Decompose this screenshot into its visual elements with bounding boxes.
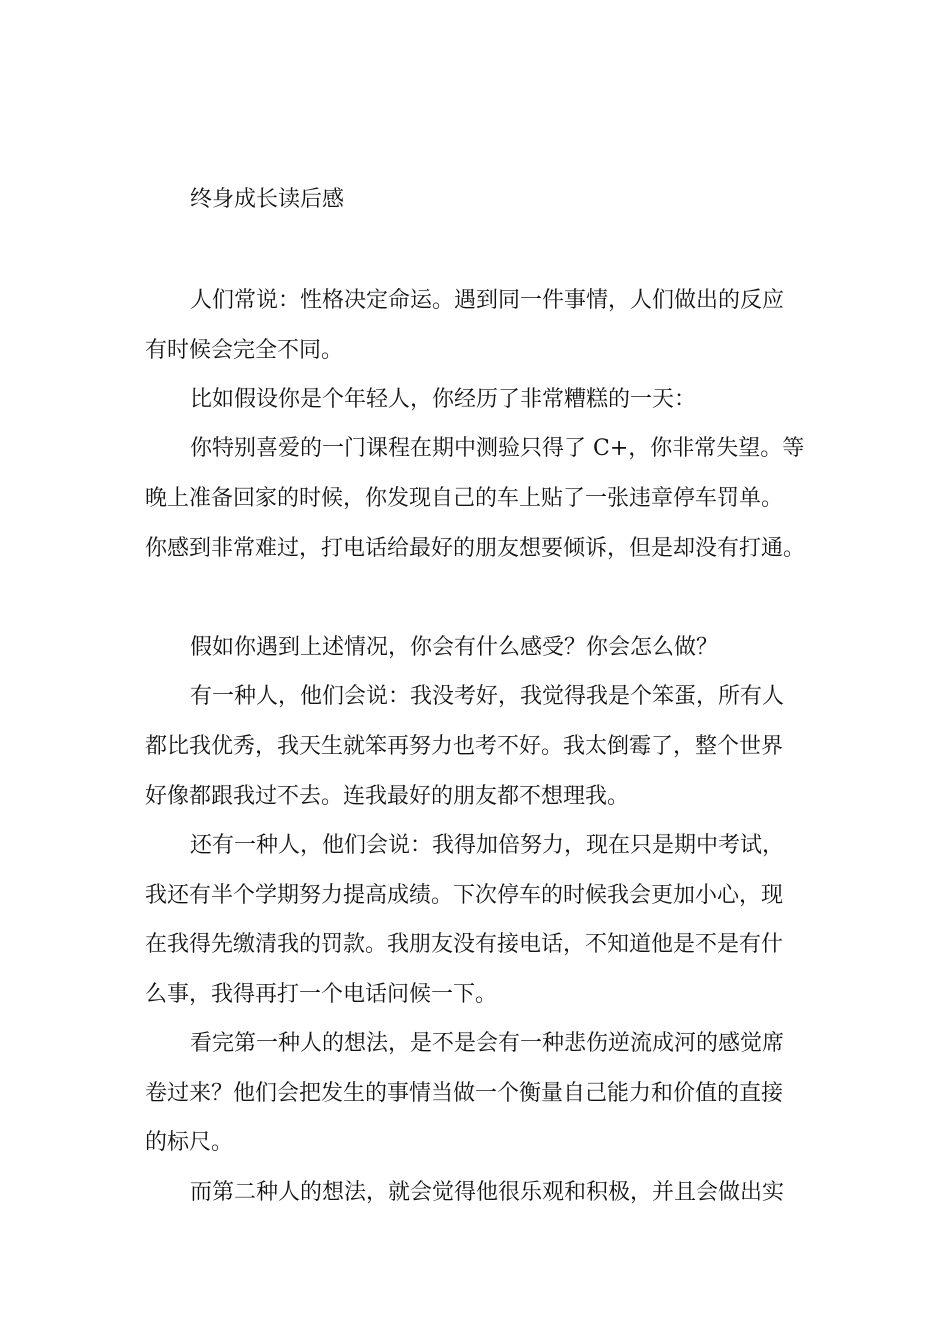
text-line: 好像都跟我过不去。连我最好的朋友都不想理我。 — [145, 784, 630, 809]
text-line: 么事，我得再打一个电话问候一下。 — [145, 982, 498, 1007]
text-line: 在我得先缴清我的罚款。我朋友没有接电话，不知道他是不是有什 — [145, 932, 784, 957]
text-line: 而第二种人的想法，就会觉得他很乐观和积极，并且会做出实 — [190, 1180, 785, 1205]
text-line: 比如假设你是个年轻人，你经历了非常糟糕的一天： — [190, 387, 697, 412]
text-line: 有时候会完全不同。 — [145, 338, 344, 363]
text-line: 假如你遇到上述情况，你会有什么感受？你会怎么做？ — [190, 635, 719, 660]
text-line: 你特别喜爱的一门课程在期中测验只得了 C+，你非常失望。等 — [190, 436, 805, 461]
text-line: 有一种人，他们会说：我没考好，我觉得我是个笨蛋，所有人 — [190, 684, 785, 709]
text-line: 你感到非常难过，打电话给最好的朋友想要倾诉，但是却没有打通。 — [145, 536, 806, 561]
text-line: 我还有半个学期努力提高成绩。下次停车的时候我会更加小心，现 — [145, 883, 784, 908]
text-line: 看完第一种人的想法，是不是会有一种悲伤逆流成河的感觉席 — [190, 1031, 785, 1056]
text-line: 的标尺。 — [145, 1130, 234, 1155]
text-line: 还有一种人，他们会说：我得加倍努力，现在只是期中考试， — [190, 833, 785, 858]
text-line: 晚上准备回家的时候，你发现自己的车上贴了一张违章停车罚单。 — [145, 486, 784, 511]
document-title: 终身成长读后感 — [190, 187, 345, 212]
text-line: 卷过来？他们会把发生的事情当做一个衡量自己能力和价值的直接 — [145, 1081, 784, 1106]
text-line: 人们常说：性格决定命运。遇到同一件事情，人们做出的反应 — [190, 288, 785, 313]
text-line: 都比我优秀，我天生就笨再努力也考不好。我太倒霉了，整个世界 — [145, 734, 784, 759]
